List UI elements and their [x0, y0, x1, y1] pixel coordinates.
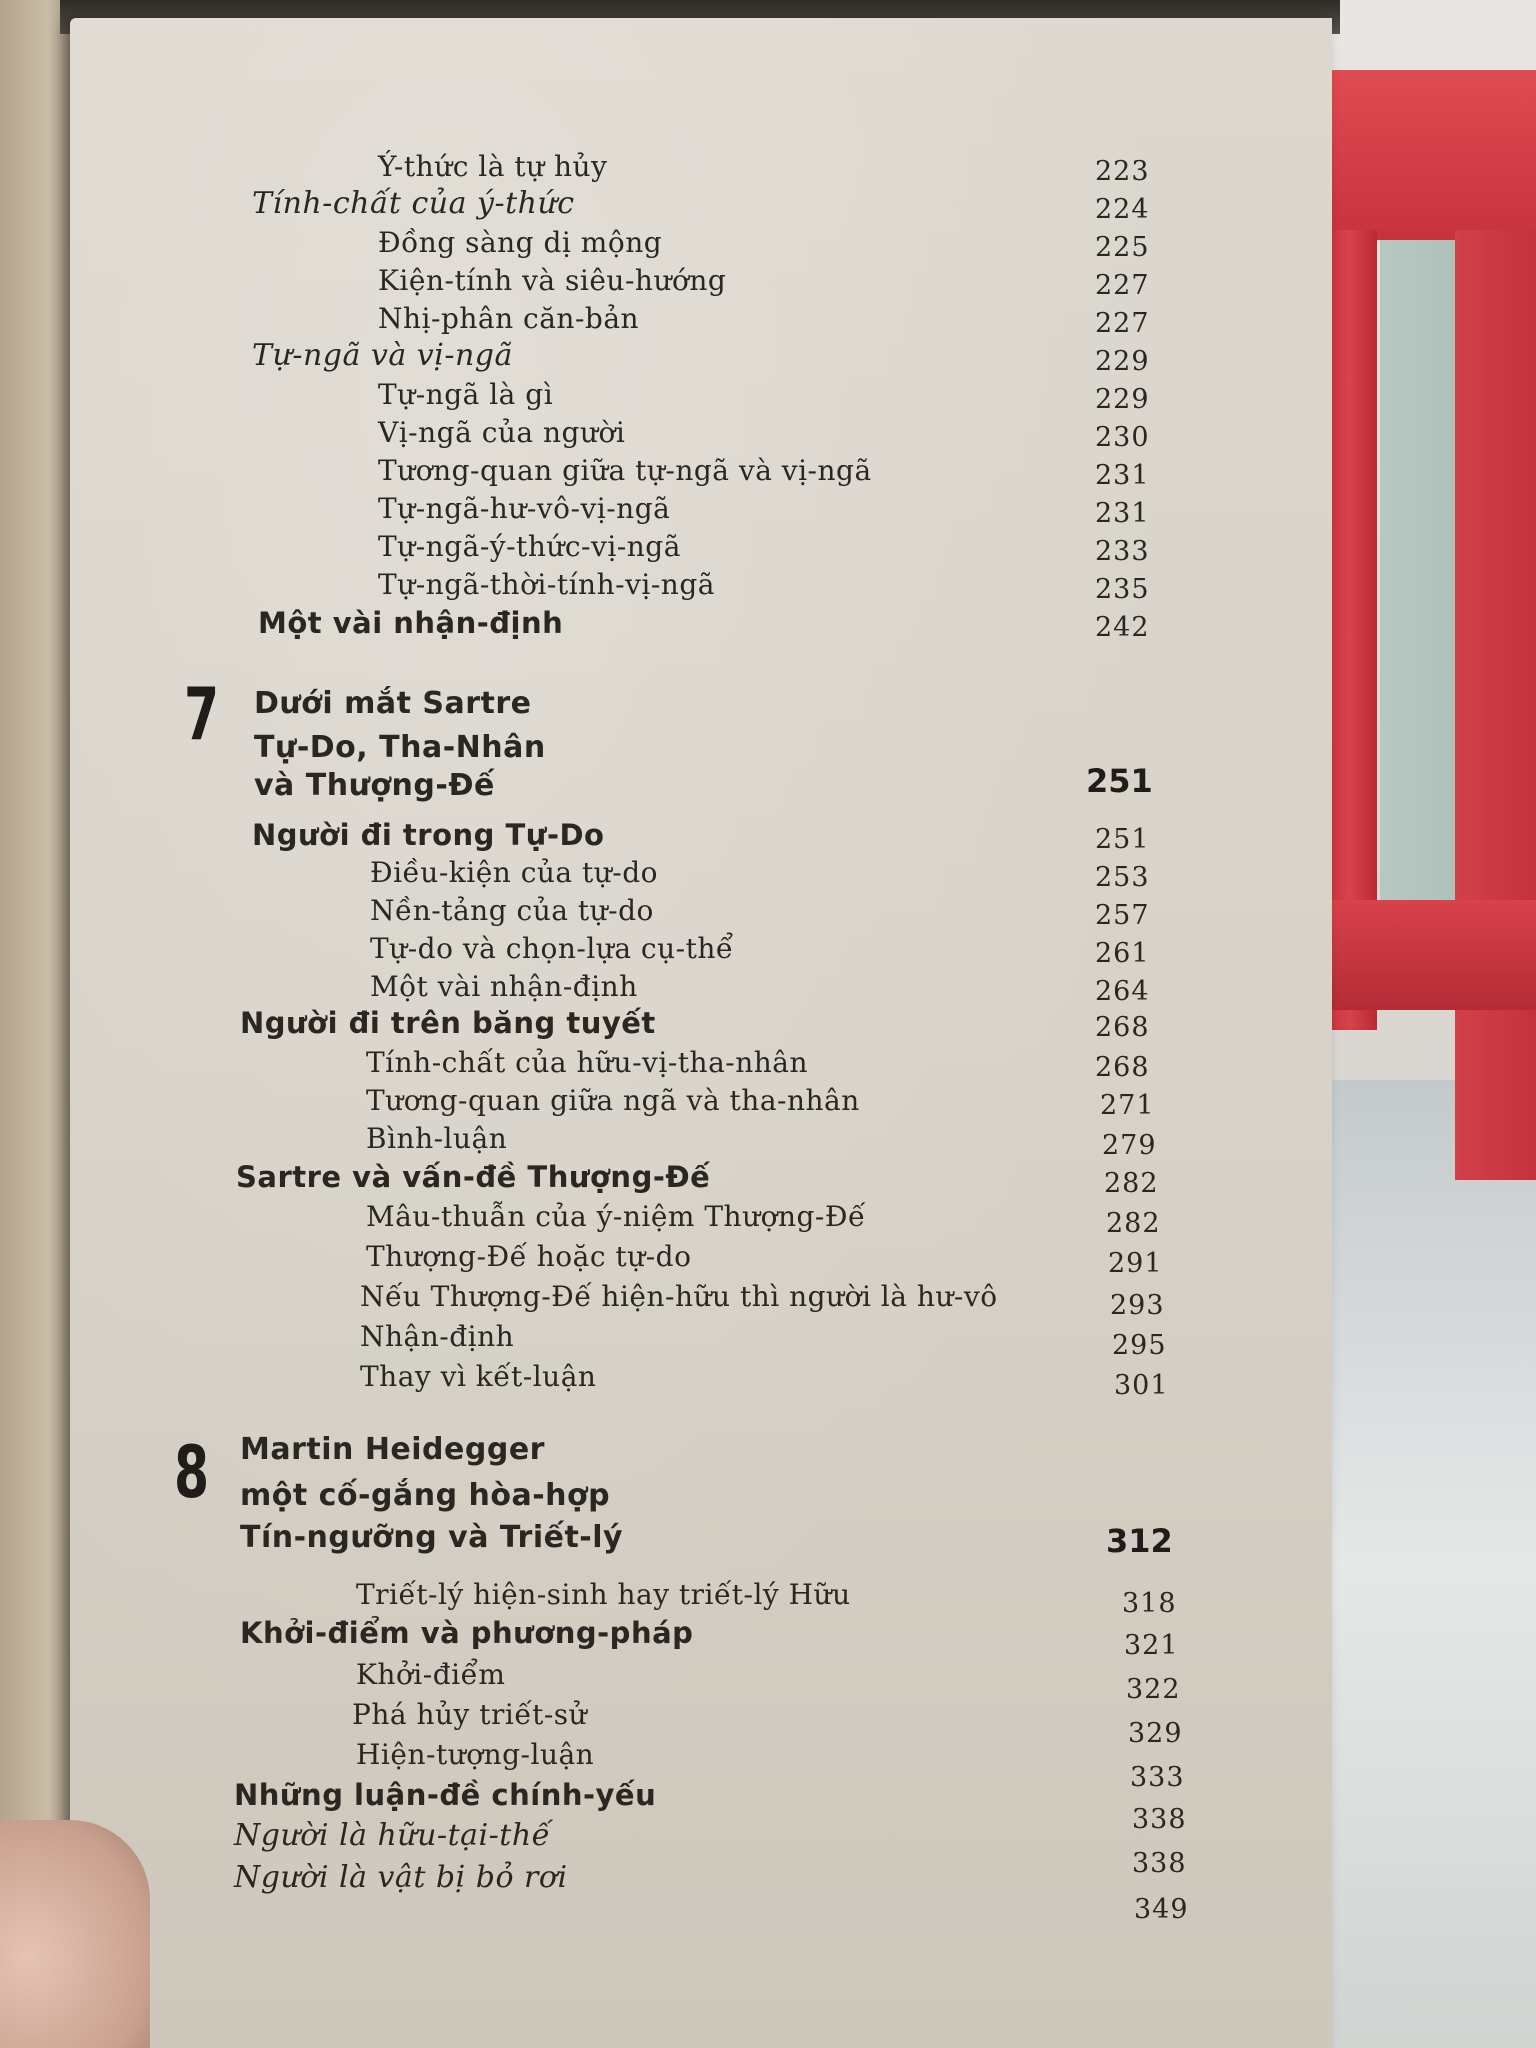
toc-entry: Tương-quan giữa ngã và tha-nhân: [366, 1084, 860, 1117]
toc-page: 235: [1095, 574, 1150, 605]
toc-entry: Nền-tảng của tự-do: [370, 894, 654, 927]
toc-page: 264: [1095, 976, 1150, 1007]
toc-page: 231: [1095, 498, 1150, 529]
chapter-title: và Thượng-Đế: [254, 768, 495, 803]
floor: [1300, 1080, 1536, 2048]
toc-section: Những luận-đề chính-yếu: [234, 1778, 657, 1812]
toc-page: 242: [1095, 612, 1150, 643]
toc-entry: Nếu Thượng-Đế hiện-hữu thì người là hư-vô: [360, 1280, 998, 1313]
toc-page: 293: [1110, 1290, 1165, 1321]
toc-section: Khởi-điểm và phương-pháp: [240, 1616, 694, 1650]
toc-entry: Kiện-tính và siêu-hướng: [378, 264, 727, 297]
toc-entry: Tự-do và chọn-lựa cụ-thể: [370, 932, 734, 965]
book-page: [70, 18, 1332, 2048]
toc-page: 225: [1095, 232, 1150, 263]
chapter-title: Tự-Do, Tha-Nhân: [254, 730, 546, 765]
toc-section: Người là vật bị bỏ rơi: [234, 1860, 568, 1895]
toc-entry: Tự-ngã-hư-vô-vị-ngã: [378, 492, 671, 525]
chapter-page: 312: [1106, 1522, 1173, 1560]
toc-page: 223: [1095, 156, 1150, 187]
chapter-page: 251: [1086, 762, 1153, 800]
toc-page: 229: [1095, 384, 1150, 415]
toc-page: 271: [1100, 1090, 1155, 1121]
red-chair-bar: [1330, 900, 1536, 1010]
toc-entry: Khởi-điểm: [356, 1658, 506, 1691]
toc-page: 224: [1095, 194, 1150, 225]
toc-page: 268: [1095, 1012, 1150, 1043]
toc-page: 321: [1124, 1630, 1179, 1661]
toc-page: 268: [1095, 1052, 1150, 1083]
toc-page: 233: [1095, 536, 1150, 567]
toc-section: Người đi trên băng tuyết: [240, 1006, 656, 1040]
toc-page: 230: [1095, 422, 1150, 453]
toc-page: 279: [1102, 1130, 1157, 1161]
toc-page: 261: [1095, 938, 1150, 969]
toc-page: 322: [1126, 1674, 1181, 1705]
toc-entry: Tương-quan giữa tự-ngã và vị-ngã: [378, 454, 872, 487]
toc-page: 318: [1122, 1588, 1177, 1619]
toc-section: Tính-chất của ý-thức: [252, 186, 575, 221]
toc-page: 282: [1104, 1168, 1159, 1199]
toc-entry: Triết-lý hiện-sinh hay triết-lý Hữu: [356, 1578, 851, 1611]
toc-entry: Tự-ngã là gì: [378, 378, 554, 411]
toc-page: 291: [1108, 1248, 1163, 1279]
toc-page: 301: [1114, 1370, 1169, 1401]
chapter-number: 7: [184, 672, 220, 756]
toc-entry: Hiện-tượng-luận: [356, 1738, 595, 1771]
toc-page: 295: [1112, 1330, 1167, 1361]
toc-section: Người đi trong Tự-Do: [252, 818, 605, 852]
toc-entry: Thượng-Đế hoặc tự-do: [366, 1240, 692, 1273]
toc-entry: Ý-thức là tự hủy: [378, 150, 608, 183]
toc-entry: Phá hủy triết-sử: [352, 1698, 588, 1731]
chapter-title: Tín-ngưỡng và Triết-lý: [240, 1520, 624, 1555]
toc-page: 333: [1130, 1762, 1185, 1793]
toc-page: 257: [1095, 900, 1150, 931]
toc-entry: Tính-chất của hữu-vị-tha-nhân: [366, 1046, 809, 1079]
toc-entry: Điều-kiện của tự-do: [370, 856, 659, 889]
toc-entry: Mâu-thuẫn của ý-niệm Thượng-Đế: [366, 1200, 866, 1233]
toc-page: 251: [1095, 824, 1150, 855]
red-chair-leg: [1455, 230, 1536, 1180]
toc-entry: Thay vì kết-luận: [360, 1360, 597, 1393]
chapter-number: 8: [174, 1430, 210, 1514]
toc-page: 253: [1095, 862, 1150, 893]
toc-entry: Một vài nhận-định: [370, 970, 638, 1003]
toc-page: 338: [1132, 1848, 1187, 1879]
chapter-title: một cố-gắng hòa-hợp: [240, 1478, 611, 1513]
toc-page: 229: [1095, 346, 1150, 377]
toc-entry: Nhận-định: [360, 1320, 515, 1353]
toc-entry: Đồng sàng dị mộng: [378, 226, 663, 259]
toc-page: 227: [1095, 270, 1150, 301]
thumb: [0, 1820, 150, 2048]
toc-section: Tự-ngã và vị-ngã: [252, 338, 513, 373]
toc-section: Người là hữu-tại-thế: [234, 1818, 551, 1853]
toc-page: 282: [1106, 1208, 1161, 1239]
toc-entry: Bình-luận: [366, 1122, 508, 1155]
chapter-title: Dưới mắt Sartre: [254, 686, 532, 721]
toc-page: 329: [1128, 1718, 1183, 1749]
toc-page: 338: [1132, 1804, 1187, 1835]
toc-entry: Vị-ngã của người: [378, 416, 626, 449]
toc-section: Một vài nhận-định: [258, 606, 564, 640]
toc-page: 349: [1134, 1894, 1189, 1925]
toc-entry: Nhị-phân căn-bản: [378, 302, 640, 335]
chapter-title: Martin Heidegger: [240, 1432, 545, 1467]
toc-section: Sartre và vấn-đề Thượng-Đế: [236, 1160, 711, 1194]
toc-page: 227: [1095, 308, 1150, 339]
toc-entry: Tự-ngã-ý-thức-vị-ngã: [378, 530, 681, 563]
book-spine-edge: [0, 0, 80, 2048]
red-chair-seat: [1320, 70, 1536, 240]
toc-entry: Tự-ngã-thời-tính-vị-ngã: [378, 568, 715, 601]
toc-page: 231: [1095, 460, 1150, 491]
